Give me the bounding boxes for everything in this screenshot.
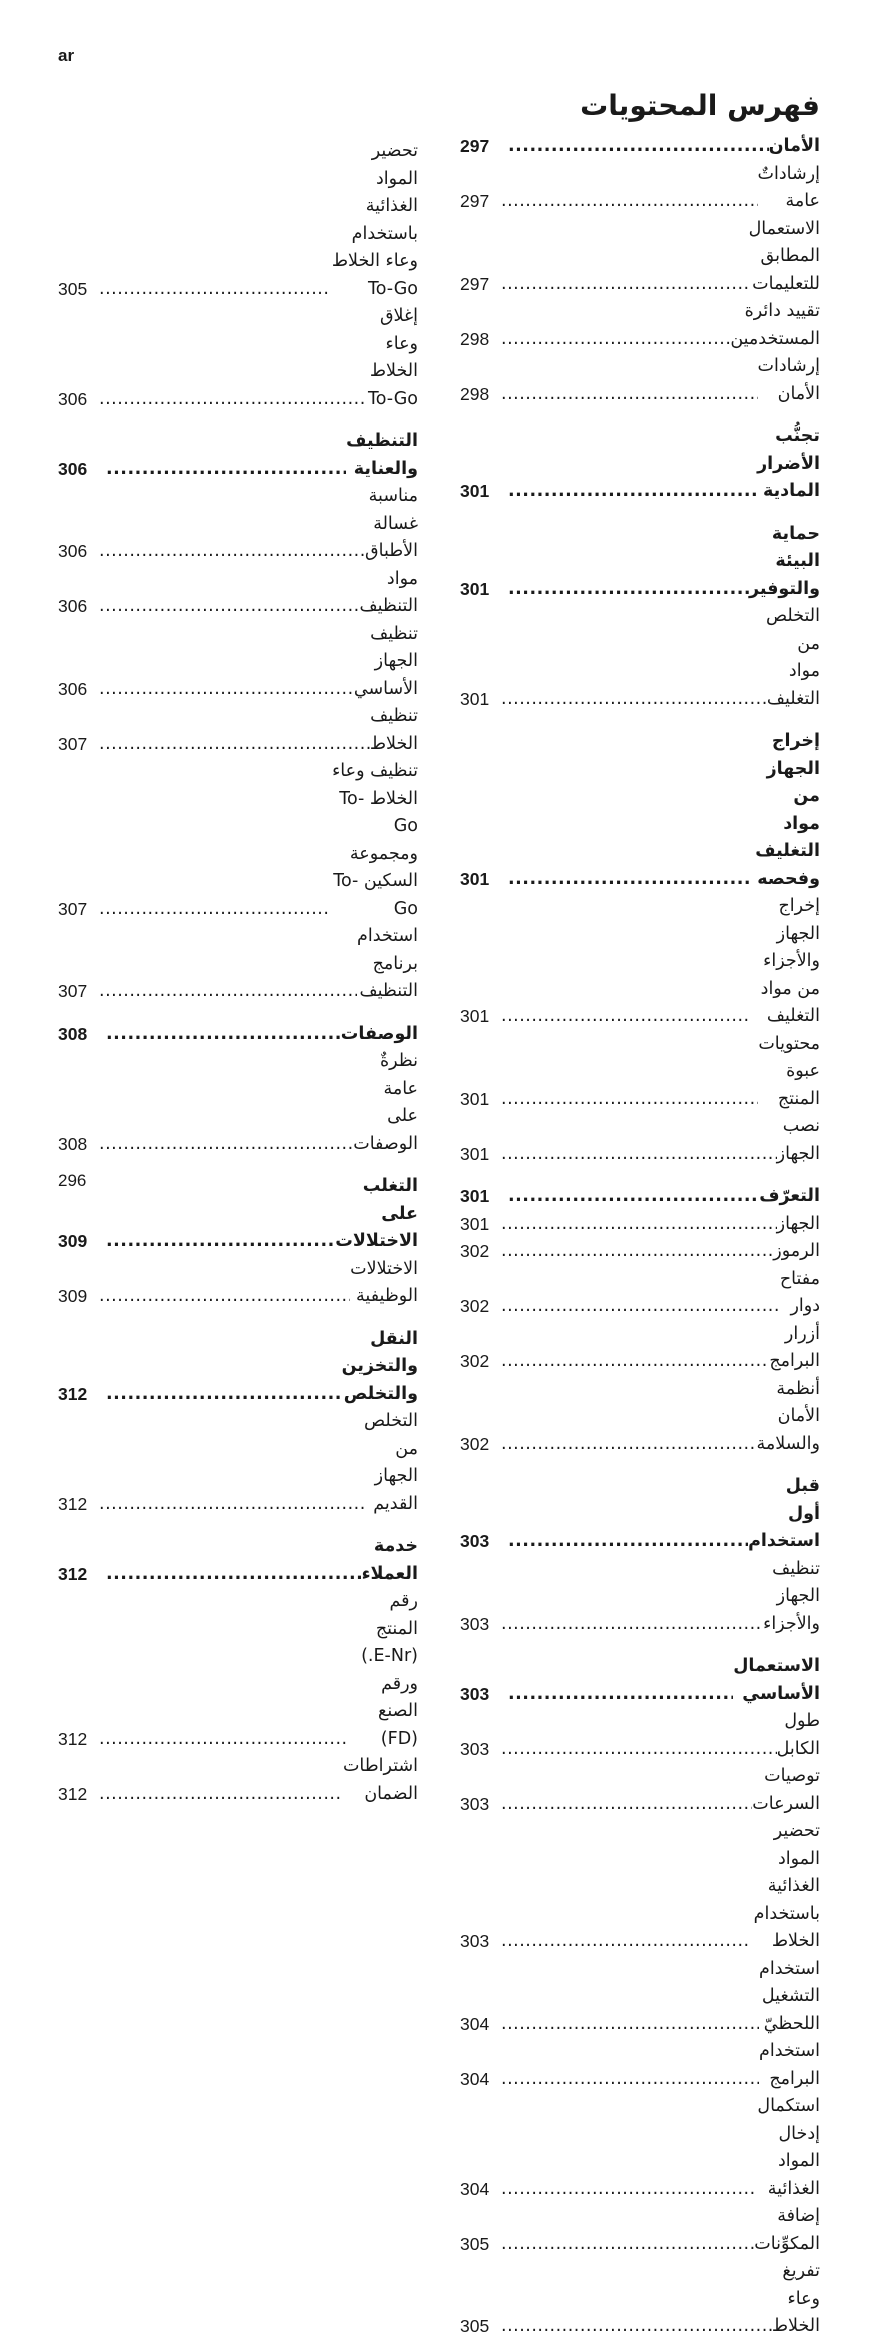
dot-leader	[99, 1726, 349, 1754]
toc-entry-label: تنظيف الجهاز والأجزاء	[763, 1558, 820, 1634]
toc-entry	[58, 621, 418, 704]
toc-entry	[58, 1408, 418, 1518]
toc-page-number: 307	[58, 981, 88, 1001]
toc-entry	[460, 2093, 820, 2203]
toc-entry	[460, 353, 820, 408]
dot-leader	[501, 2176, 757, 2204]
language-code: ar	[58, 46, 75, 65]
toc-entry	[460, 603, 820, 713]
dot-leader	[501, 1141, 777, 1169]
toc-entry-label: الرموز	[773, 1241, 820, 1261]
dot-leader	[501, 271, 749, 299]
toc-entry-label: التخلص من الجهاز القديم	[363, 1411, 418, 1514]
toc-entry-label: الوصفات	[340, 1023, 418, 1044]
dot-leader	[508, 1681, 733, 1709]
dot-leader	[99, 1283, 350, 1311]
toc-page-number: 302	[460, 1433, 490, 1454]
page-title: فهرس المحتويات	[580, 89, 820, 122]
toc-entry	[460, 1818, 820, 1956]
dot-leader	[99, 276, 330, 304]
toc-entry-label: استكمال إدخال المواد الغذائية	[757, 2096, 820, 2199]
toc-entry-label: تقييد دائرة المستخدمين	[730, 301, 820, 349]
toc-entry	[58, 1753, 418, 1808]
toc-entry	[58, 566, 418, 621]
toc-entry-label: الأمان	[768, 136, 820, 156]
toc-page-number: 312	[58, 1728, 88, 1749]
toc-entry	[58, 1256, 418, 1311]
toc-entry	[58, 703, 418, 758]
dot-leader	[106, 1381, 342, 1409]
toc-entry	[460, 1708, 820, 1763]
toc-page-number: 301	[460, 1006, 490, 1026]
toc-entry	[460, 1031, 820, 1114]
toc-page-number: 303	[460, 1738, 490, 1759]
toc-entry-label: التنظيف والعناية	[346, 431, 418, 479]
toc-page-number: 301	[460, 868, 490, 889]
toc-page-number: 301	[460, 1186, 490, 1206]
toc-entry-label: تفريغ وعاء الخلاط	[771, 2261, 820, 2336]
toc-column-right	[460, 133, 820, 2341]
toc-page-number: 297	[460, 273, 490, 294]
toc-section-heading	[460, 728, 820, 893]
toc-page-number: 312	[58, 1493, 88, 1514]
dot-leader	[501, 1928, 749, 1956]
dot-leader	[501, 1086, 758, 1114]
toc-section-heading	[460, 1183, 820, 1211]
toc-page-number: 303	[460, 1531, 490, 1551]
toc-entry-label: إخراج الجهاز من مواد التغليف وفحصه	[755, 731, 820, 889]
toc-page-number: 297	[460, 191, 490, 211]
dot-leader	[99, 896, 328, 924]
toc-section-heading	[58, 1326, 418, 1409]
dot-leader	[99, 978, 357, 1006]
toc-page-number: 303	[460, 1793, 490, 1814]
toc-entry-label: محتويات عبوة المنتج	[758, 1033, 820, 1109]
dot-leader	[501, 1791, 752, 1819]
toc-page-number: 307	[58, 898, 88, 919]
toc-entry-label: طول الكابل	[776, 1711, 820, 1759]
toc-page-number: 303	[460, 1683, 490, 1704]
toc-column-left	[58, 138, 418, 1808]
toc-entry	[58, 758, 418, 923]
toc-entry-label: توصيات السرعات	[752, 1766, 820, 1814]
dot-leader	[501, 381, 758, 409]
toc-entry	[58, 923, 418, 1006]
toc-section-heading	[460, 521, 820, 604]
dot-leader	[508, 576, 749, 604]
dot-leader	[508, 1183, 759, 1211]
toc-entry-label: مواد التنظيف	[359, 568, 418, 616]
toc-entry	[460, 1211, 820, 1239]
toc-page-number: 301	[460, 481, 490, 501]
toc-page-number: 306	[58, 388, 88, 409]
dot-leader	[501, 2313, 772, 2341]
toc-entry-label: إغلاق وعاء الخلاط To-Go	[368, 306, 418, 409]
toc-section-heading	[58, 1533, 418, 1588]
toc-entry-label: الاستعمال المطابق للتعليمات	[748, 218, 820, 294]
toc-entry-label: تجنُّب الأضرار المادية	[757, 426, 820, 501]
toc-entry	[460, 1556, 820, 1639]
toc-entry	[460, 1266, 820, 1321]
dot-leader	[501, 1431, 757, 1459]
toc-page-number: 303	[460, 1931, 490, 1951]
toc-page-number: 306	[58, 541, 88, 561]
toc-entry-label: النقل والتخزين والتخلص	[341, 1328, 418, 1404]
toc-entry-label: رقم المنتج (E-Nr.) ورقم الصنع (FD)	[361, 1591, 418, 1749]
toc-entry	[460, 161, 820, 216]
toc-entry	[460, 1956, 820, 2039]
toc-entry-label: تنظيف الخلاط	[369, 706, 418, 754]
dot-leader	[99, 1781, 343, 1809]
toc-page-number: 298	[460, 383, 490, 404]
toc-entry-label: إرشادات الأمان	[757, 356, 820, 404]
toc-entry	[58, 138, 418, 303]
toc-entry-label: الاستعمال الأساسي	[733, 1656, 820, 1704]
toc-entry	[460, 1321, 820, 1376]
dot-leader	[501, 686, 766, 714]
toc-entry-label: تحضير المواد الغذائية باستخدام الخلاط	[753, 1821, 820, 1951]
dot-leader	[508, 133, 769, 161]
dot-leader	[501, 2231, 754, 2259]
toc-page-number: 304	[460, 2068, 490, 2089]
dot-leader	[501, 1238, 773, 1266]
toc-page-number: 312	[58, 1563, 88, 1584]
toc-page-number: 308	[58, 1133, 88, 1154]
toc-page-number: 302	[460, 1351, 490, 1371]
toc-page-number: 301	[460, 1088, 490, 1109]
toc-page-number: 312	[58, 1383, 88, 1404]
dot-leader	[501, 1211, 777, 1239]
toc-page-number: 302	[460, 1241, 490, 1261]
toc-entry-label: إخراج الجهاز والأجزاء من مواد التغليف	[760, 896, 820, 1026]
toc-page-number: 306	[58, 596, 88, 616]
dot-leader	[501, 1293, 780, 1321]
dot-leader	[501, 2066, 759, 2094]
toc-page-number: 301	[460, 578, 490, 599]
toc-page-number: 305	[58, 278, 88, 299]
toc-entry	[58, 1588, 418, 1753]
toc-page-number: 306	[58, 458, 88, 479]
dot-leader	[501, 2011, 759, 2039]
toc-entry	[460, 1376, 820, 1459]
toc-entry	[460, 298, 820, 353]
dot-leader	[501, 326, 730, 354]
toc-entry-label: التعرّف	[759, 1186, 820, 1206]
toc-page-number: 309	[58, 1286, 88, 1306]
dot-leader	[508, 1528, 748, 1556]
toc-entry-label: التغلب على الاختلالات	[335, 1176, 418, 1251]
toc-page-number: 309	[58, 1231, 88, 1251]
dot-leader	[99, 676, 354, 704]
toc-entry-label: استخدام التشغيل اللحظيّ	[759, 1958, 820, 2034]
toc-entry-label: مفتاح دوار	[779, 1268, 820, 1316]
toc-entry	[460, 2038, 820, 2093]
toc-page-number: 308	[58, 1023, 88, 1044]
toc-entry-label: التخلص من مواد التغليف	[765, 606, 820, 709]
dot-leader	[508, 866, 751, 894]
toc-page-number: 307	[58, 733, 88, 754]
toc-entry-label: تنظيف الجهاز الأساسي	[353, 623, 418, 699]
toc-page-number: 304	[460, 2178, 490, 2199]
dot-leader	[99, 1131, 353, 1159]
toc-entry	[460, 216, 820, 299]
toc-entry-label: خدمة العملاء	[361, 1536, 418, 1584]
toc-entry-label: قبل أول استخدام	[748, 1476, 820, 1551]
dot-leader	[106, 456, 346, 484]
toc-page-number: 302	[460, 1296, 490, 1316]
toc-page-number: 303	[460, 1613, 490, 1634]
toc-entry-label: الجهاز	[776, 1213, 820, 1234]
toc-section-heading	[460, 133, 820, 161]
toc-entry	[460, 1113, 820, 1168]
toc-entry-label: إرشاداتٌ عامة	[757, 163, 820, 211]
toc-page-number: 305	[460, 2316, 490, 2336]
toc-section-heading	[460, 423, 820, 506]
toc-page-number: 312	[58, 1783, 88, 1804]
dot-leader	[501, 1003, 749, 1031]
toc-page-number: 301	[460, 1213, 490, 1234]
toc-entry	[460, 1238, 820, 1266]
toc-entry-label: نصب الجهاز	[776, 1116, 820, 1164]
dot-leader	[508, 478, 757, 506]
toc-entry-label: إضافة المكوِّنات	[754, 2206, 820, 2254]
toc-entry	[58, 1048, 418, 1158]
toc-entry-label: مناسبة غسالة الأطباق	[365, 486, 418, 561]
dot-leader	[501, 1611, 763, 1639]
toc-entry-label: تحضير المواد الغذائية باستخدام وعاء الخلاط To-Go	[331, 141, 418, 299]
toc-section-heading	[58, 428, 418, 483]
dot-leader	[501, 1348, 769, 1376]
toc-entry-label: استخدام برنامج التنظيف	[357, 926, 418, 1001]
toc-page-number: 298	[460, 328, 490, 349]
toc-section-heading	[460, 1653, 820, 1708]
toc-page-number: 301	[460, 688, 490, 709]
toc-entry	[460, 2258, 820, 2341]
toc-section-heading	[58, 1173, 418, 1256]
dot-leader	[106, 1228, 335, 1256]
toc-entry-label: أزرار البرامج	[769, 1323, 820, 1371]
dot-leader	[99, 538, 365, 566]
dot-leader	[99, 731, 370, 759]
toc-section-heading	[58, 1021, 418, 1049]
toc-entry-label: نظرةٌ عامة على الوصفات	[353, 1051, 418, 1154]
dot-leader	[99, 593, 359, 621]
dot-leader	[106, 1561, 362, 1589]
toc-page-number: 301	[460, 1143, 490, 1164]
toc-entry	[58, 303, 418, 413]
dot-leader	[501, 1736, 777, 1764]
toc-entry	[460, 2203, 820, 2258]
toc-page-number: 304	[460, 2013, 490, 2034]
toc-entry-label: تنظيف وعاء الخلاط To-Go ومجموعة السكين To-Go	[332, 761, 418, 919]
page-number: 296	[58, 1171, 87, 1190]
toc-entry	[58, 483, 418, 566]
toc-entry-label: اشتراطات الضمان	[342, 1756, 418, 1804]
toc-page-number: 306	[58, 678, 88, 699]
toc-section-heading	[460, 1473, 820, 1556]
dot-leader	[106, 1021, 341, 1049]
dot-leader	[99, 1491, 364, 1519]
toc-page-number: 305	[460, 2233, 490, 2254]
dot-leader	[501, 188, 758, 216]
toc-entry	[460, 893, 820, 1031]
toc-entry	[460, 1763, 820, 1818]
toc-entry-label: الاختلالات الوظيفية	[350, 1258, 418, 1306]
toc-entry-label: حماية البيئة والتوفير	[748, 523, 820, 599]
toc-entry-label: استخدام البرامج	[759, 2041, 820, 2089]
toc-entry-label: أنظمة الأمان والسلامة	[756, 1378, 820, 1454]
dot-leader	[99, 386, 367, 414]
toc-page-number: 297	[460, 136, 490, 156]
